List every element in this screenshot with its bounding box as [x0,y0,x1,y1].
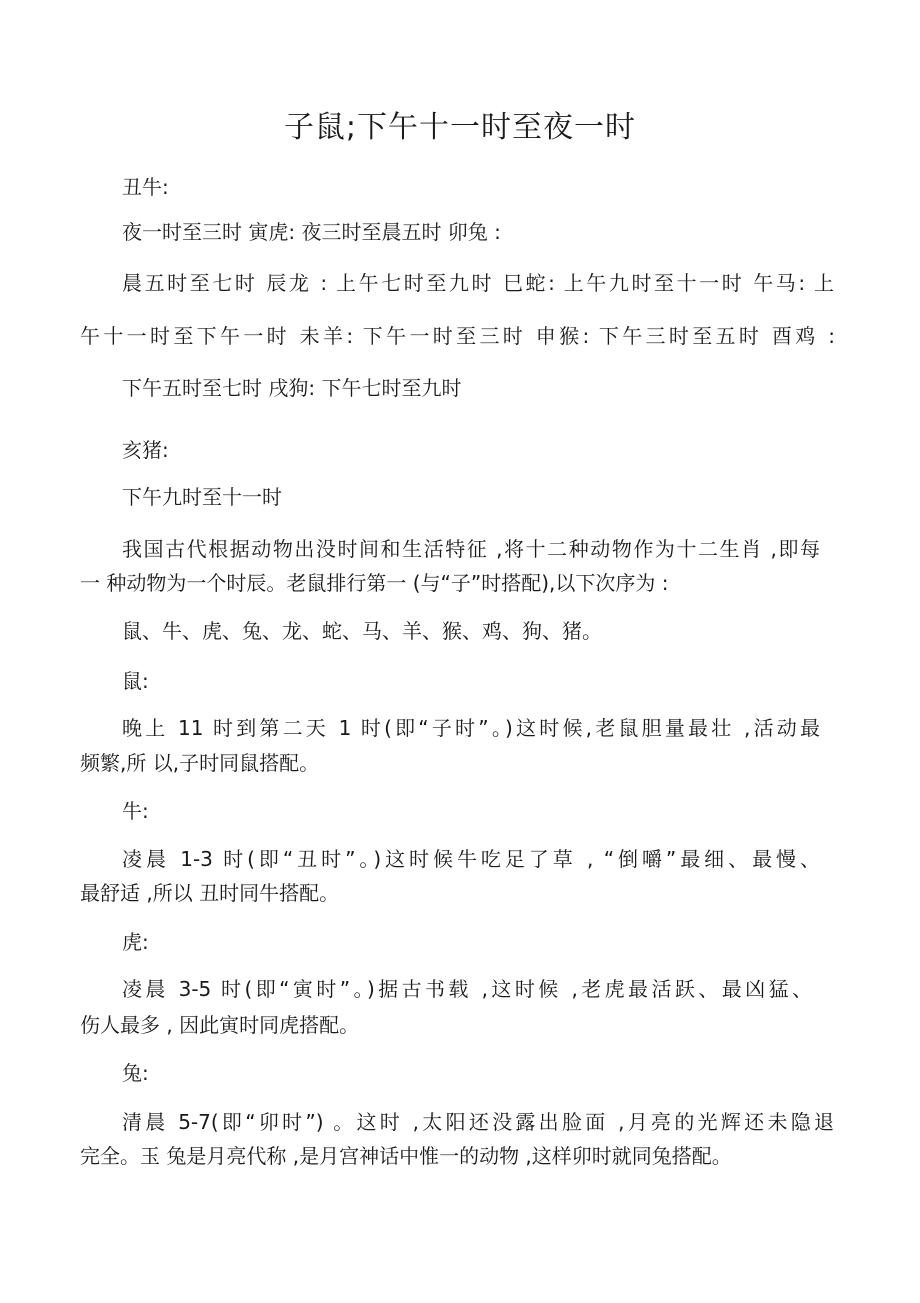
text-line: 凌晨 3-5 时(即“寅时”。)据古书载 ,这时候 ,老虎最活跃、最凶猛、 [122,977,812,1001]
text-line: 晚上 11 时到第二天 1 时(即“子时”。)这时候,老鼠胆量最壮 ,活动最 [122,716,820,740]
text-line: 鼠: [122,669,149,693]
text-line: 晨五时至七时 辰龙 : 上午七时至九时 巳蛇: 上午九时至十一时 午马: 上 [122,271,834,295]
text-line: 伤人最多 , 因此寅时同虎搭配。 [80,1013,360,1037]
text-line: 午十一时至下午一时 未羊: 下午一时至三时 申猴: 下午三时至五时 酉鸡 : [80,324,835,348]
text-line: 下午五时至七时 戌狗: 下午七时至九时 [122,376,462,400]
text-line: 牛: [122,799,149,823]
text-line: 最舒适 ,所以 丑时同牛搭配。 [80,881,340,905]
text-line: 亥猪: [122,438,169,462]
text-line: 清晨 5-7(即“卯时”) 。这时 ,太阳还没露出脸面 ,月亮的光辉还未隐退 [122,1110,834,1134]
text-line: 凌晨 1-3 时(即“丑时”。)这时候牛吃足了草 , “倒嚼”最细、最慢、 [122,847,820,871]
text-line: 完全。玉 兔是月亮代称 ,是月宫神话中惟一的动物 ,这样卯时就同兔搭配。 [80,1144,732,1168]
text-line: 一 种动物为一个时辰。老鼠排行第一 (与“子”时搭配),以下次序为 : [80,571,669,595]
text-line: 虎: [122,930,149,954]
text-line: 兔: [122,1061,149,1085]
text-line: 我国古代根据动物出没时间和生活特征 ,将十二种动物作为十二生肖 ,即每 [122,537,820,561]
text-line: 鼠、牛、虎、兔、龙、蛇、马、羊、猴、鸡、狗、猪。 [122,619,602,643]
text-line: 下午九时至十一时 [122,485,282,509]
text-line: 夜一时至三时 寅虎: 夜三时至晨五时 卯兔 : [122,220,501,244]
text-line: 丑牛: [122,175,169,199]
page-title: 子鼠;下午十一时至夜一时 [283,110,637,145]
text-line: 频繁,所 以,子时同鼠搭配。 [80,751,320,775]
